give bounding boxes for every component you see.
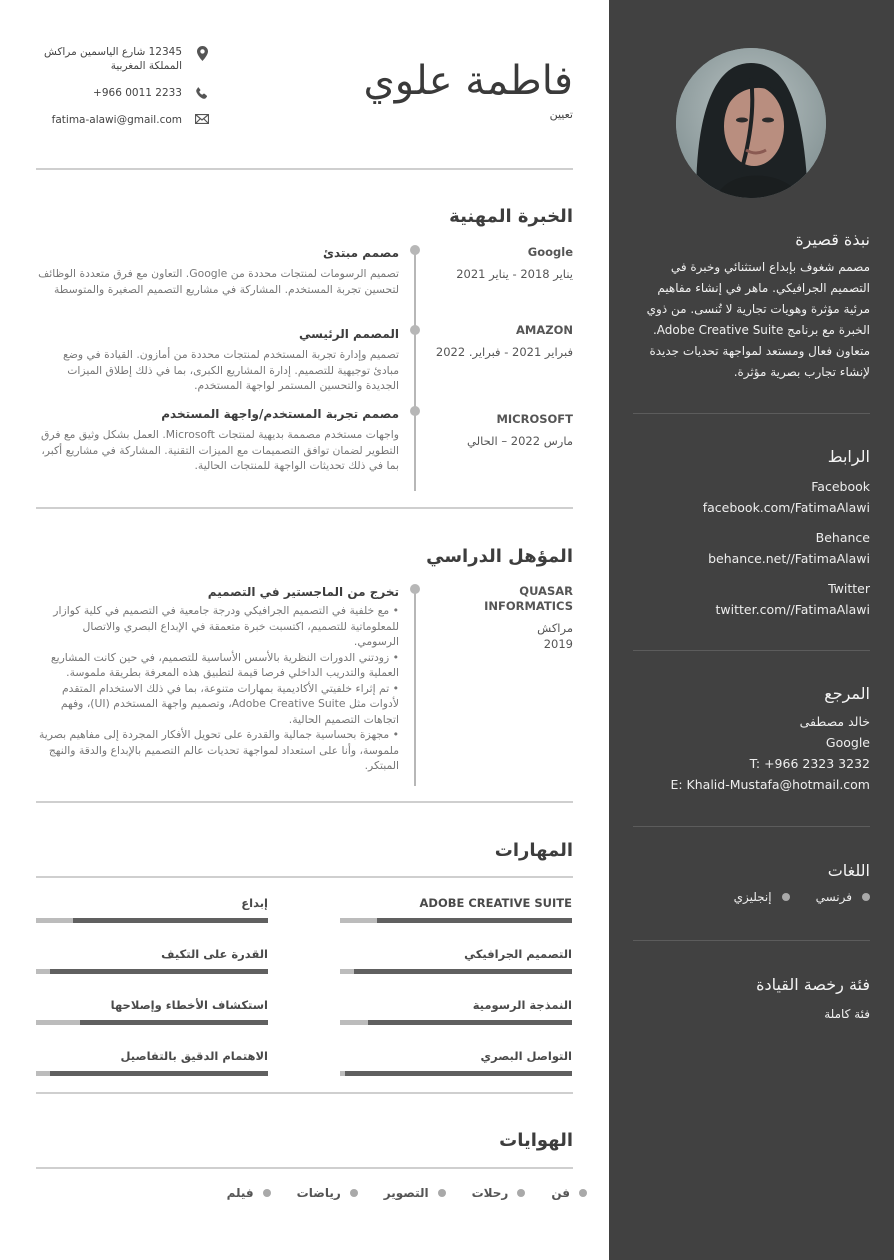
skills-title: المهارات: [494, 840, 573, 861]
about-text: مصمم شغوف بإبداع استثنائي وخبرة في التصميم الجرافيكي. ماهر في إنشاء مفاهيم مرئية مؤثرة وهويات تجارية لا تُنسى. من ذوي الخبرة مع برنامج Adobe Creative Suite. متعاون فعال ومستعد لمواجهة تحديات جديدة لإنشاء تجارب بصرية مؤثرة.: [646, 260, 870, 379]
hobby-item: فن: [551, 1186, 587, 1200]
skill-label: النمذجة الرسومية: [472, 998, 572, 1012]
skill-item: [36, 997, 268, 1025]
skill-fill: [368, 1020, 572, 1025]
skill-label: إبداع: [241, 896, 268, 910]
map-pin-icon: [194, 46, 210, 61]
education-year: 2019: [543, 637, 573, 651]
envelope-icon: [194, 114, 210, 124]
job-role: مصمم مبتدئ: [322, 246, 399, 260]
divider: [36, 876, 573, 878]
license-section: [630, 975, 870, 1025]
job-description: تصميم الرسومات لمنتجات محددة من Google. التعاون مع فرق متعددة الوظائف لتحسين تجربة المستخدم. المشاركة في مشاريع التصميم الصغيرة والمتوسطة: [38, 267, 399, 296]
links-section: [630, 447, 870, 629]
skill-bar: [36, 918, 268, 923]
bullet-dot-icon: [782, 893, 790, 901]
link-label-facebook: Facebook: [811, 479, 870, 494]
contact-phone: [20, 86, 210, 100]
divider: [36, 168, 573, 170]
job-role: المصمم الرئيسي: [299, 327, 399, 341]
skill-fill: [50, 1071, 268, 1076]
job-subtitle: تعيين: [549, 108, 573, 121]
email-text[interactable]: fatima-alawi@gmail.com: [51, 114, 182, 126]
skill-label: التواصل البصري: [480, 1049, 572, 1063]
hobby-item: فيلم: [227, 1186, 271, 1200]
timeline-dot: [410, 584, 420, 594]
about-section: [630, 230, 870, 383]
skill-bar: [36, 969, 268, 974]
person-name: فاطمة علوي: [363, 58, 573, 104]
education-bullet: • زودتني الدورات النظرية بالأسس الأساسية للتصميم، في حين كانت المشاريع العملية والتدريب الداخلي فرصا قيمة لتطبيق هذه المعرفة بطريقة ملموسة.: [50, 650, 399, 679]
education-bullet: • تم إثراء خلفيتي الأكاديمية بمهارات متنوعة، بما في ذلك الاستخدام المتقدم لأدوات مثل Adobe Creative Suite، وتصميم واجهة المستخدم (UI)، وفهم اتجاهات التصميم الحالية.: [60, 681, 399, 726]
language-item: إنجليزي: [734, 890, 790, 904]
skill-label: استكشاف الأخطاء وإصلاحها: [110, 998, 268, 1012]
job-description: واجهات مستخدم مصممة بديهية لمنتجات Microsoft. العمل بشكل وثيق مع فرق التطوير لضمان توافق التصميمات مع الميزات التقنية. المشاركة في مشاريع أكبر، بما في ذلك تحديثات الواجهة للمنتجات الحالية.: [40, 428, 399, 472]
reference-email[interactable]: E: Khalid-Mustafa@hotmail.com: [670, 777, 870, 792]
experience-entry: [34, 245, 399, 297]
job-role: مصمم تجربة المستخدم/واجهة المستخدم: [161, 407, 399, 421]
hobbies-list: [201, 1186, 587, 1200]
experience-meta: [433, 412, 573, 449]
skill-label: ADOBE CREATIVE SUITE: [419, 896, 572, 910]
bullet-dot-icon: [862, 893, 870, 901]
skill-label: الاهتمام الدقيق بالتفاصيل: [120, 1049, 268, 1063]
skill-fill: [80, 1020, 268, 1025]
reference-name: خالد مصطفى: [799, 714, 870, 729]
sidebar-divider: [633, 650, 870, 651]
skill-bar: [340, 1071, 572, 1076]
divider: [36, 1092, 573, 1094]
reference-company: Google: [825, 735, 870, 750]
link-url-behance[interactable]: behance.net//FatimaAlawi: [708, 551, 870, 566]
experience-timeline-line: [414, 248, 416, 491]
contact-email: [20, 113, 210, 127]
contact-info: [20, 45, 210, 140]
skill-label: القدرة على التكيف: [161, 947, 268, 961]
contact-address: [20, 45, 210, 73]
languages-section: [630, 861, 870, 904]
skill-bar: [36, 1071, 268, 1076]
skill-item: [36, 895, 268, 923]
divider: [36, 1167, 573, 1169]
reference-title: المرجع: [824, 684, 870, 703]
skill-item: [340, 997, 572, 1025]
skill-item: [340, 895, 572, 923]
skill-fill: [354, 969, 572, 974]
reference-phone: T: +966 2323 3232: [749, 756, 870, 771]
skill-bar: [36, 1020, 268, 1025]
experience-entry: [34, 326, 399, 394]
job-description: تصميم وإدارة تجربة المستخدم لمنتجات محددة من أمازون. القيادة في وضع مبادئ توجيهية للتصميم. إدارة المشاريع الكبرى، بما في ذلك إطلاق الميزات الجديدة والتحسين المستمر لواجهة المستخدم.: [62, 348, 399, 392]
address-line-2: المملكة المغربية: [110, 60, 182, 72]
sidebar: [609, 0, 894, 1260]
degree-title: تخرج من الماجستير في التصميم: [207, 585, 399, 599]
skill-bar: [340, 1020, 572, 1025]
bullet-dot-icon: [438, 1189, 446, 1197]
sidebar-divider: [633, 826, 870, 827]
skill-bar: [340, 918, 572, 923]
sidebar-divider: [633, 413, 870, 414]
education-city: مراكش: [537, 621, 573, 635]
bullet-dot-icon: [350, 1189, 358, 1197]
hobby-item: التصوير: [384, 1186, 446, 1200]
education-timeline-line: [414, 590, 416, 786]
profile-photo: [676, 48, 826, 198]
skill-fill: [50, 969, 268, 974]
language-item: فرنسي: [816, 890, 870, 904]
date-range: فبراير 2021 - فبراير. 2022: [435, 345, 573, 359]
institution-name-line-2: INFORMATICS: [484, 599, 573, 613]
hobbies-title: الهوايات: [499, 1130, 573, 1151]
company-name: AMAZON: [516, 323, 573, 337]
hobby-item: رياضات: [297, 1186, 358, 1200]
skill-label: التصميم الجرافيكي: [464, 947, 572, 961]
languages-title: اللغات: [827, 861, 870, 880]
skill-item: [340, 946, 572, 974]
date-range: مارس 2022 – الحالي: [467, 434, 573, 448]
phone-text[interactable]: +966 0011 2233: [93, 87, 182, 99]
bullet-dot-icon: [579, 1189, 587, 1197]
reference-section: [630, 684, 870, 795]
skill-item: [340, 1048, 572, 1076]
links-title: الرابط: [827, 447, 870, 466]
link-label-twitter: Twitter: [828, 581, 870, 596]
date-range: يناير 2018 - يناير 2021: [456, 267, 573, 281]
link-label-behance: Behance: [815, 530, 870, 545]
languages-list: [630, 890, 870, 904]
divider: [36, 801, 573, 803]
timeline-dot: [410, 406, 420, 416]
license-value: فئة كاملة: [824, 1007, 870, 1021]
experience-meta: [433, 323, 573, 360]
divider: [36, 507, 573, 509]
skill-bar: [340, 969, 572, 974]
education-bullet: • مجهزة بحساسية جمالية والقدرة على تحويل الأفكار المجردة إلى مفاهيم بصرية ملموسة، وأنا على استعداد لمواجهة تحديات عالم التصميم بالإبداع والدقة والنهج المبتكر.: [38, 728, 399, 772]
company-name: Google: [527, 245, 573, 259]
phone-icon: [194, 87, 210, 99]
timeline-dot: [410, 245, 420, 255]
experience-title: الخبرة المهنية: [449, 206, 573, 227]
link-url-twitter[interactable]: twitter.com//FatimaAlawi: [715, 602, 870, 617]
license-title: فئة رخصة القيادة: [756, 975, 870, 994]
education-entry: [34, 584, 399, 774]
education-meta: [433, 584, 573, 652]
education-title: المؤهل الدراسي: [426, 546, 573, 567]
about-title: نبذة قصيرة: [795, 230, 870, 249]
skill-item: [36, 946, 268, 974]
experience-entry: [34, 406, 399, 474]
sidebar-divider: [633, 940, 870, 941]
timeline-dot: [410, 325, 420, 335]
company-name: MICROSOFT: [496, 412, 573, 426]
hobby-item: رحلات: [472, 1186, 526, 1200]
link-url-facebook[interactable]: facebook.com/FatimaAlawi: [702, 500, 870, 515]
address-line-1: 12345 شارع الياسمين مراكش: [44, 46, 182, 58]
bullet-dot-icon: [517, 1189, 525, 1197]
skill-fill: [377, 918, 572, 923]
skill-item: [36, 1048, 268, 1076]
bullet-dot-icon: [263, 1189, 271, 1197]
skill-fill: [73, 918, 268, 923]
education-bullet: • مع خلفية في التصميم الجرافيكي ودرجة جامعية في التصميم في كلية كوازار للمعلوماتية للتصميم، اكتسبت خبرة متعمقة في الإبداع البصري والاتصال الرسومي.: [53, 604, 399, 648]
experience-meta: [433, 245, 573, 282]
institution-name-line-1: QUASAR: [519, 584, 573, 598]
skill-fill: [345, 1071, 572, 1076]
